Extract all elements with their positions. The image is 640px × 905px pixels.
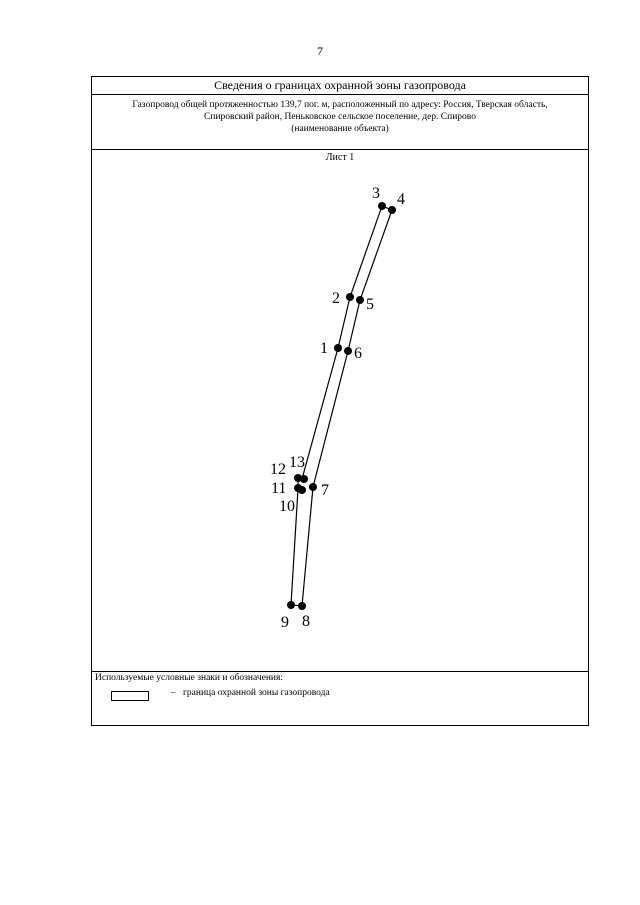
point-label-6: 6 — [354, 345, 362, 362]
boundary-point-3 — [378, 202, 386, 210]
boundary-point-5 — [356, 296, 364, 304]
boundary-points — [287, 202, 396, 610]
legend-dash: – — [171, 688, 176, 698]
boundary-point-4 — [388, 206, 396, 214]
object-caption: (наименование объекта) — [291, 124, 389, 134]
point-label-5: 5 — [366, 296, 374, 313]
point-label-13: 13 — [289, 454, 305, 471]
boundary-point-9 — [287, 601, 295, 609]
point-label-9: 9 — [281, 614, 289, 631]
point-label-10: 10 — [279, 498, 295, 515]
boundary-point-8 — [298, 602, 306, 610]
boundary-point-7 — [309, 483, 317, 491]
page-number: 7 — [317, 44, 323, 58]
object-description-line-2: Спировский район, Пеньковское сельское поселение, дер. Спирово — [204, 112, 476, 122]
legend-title: Используемые условные знаки и обозначения: — [95, 673, 284, 683]
point-label-1: 1 — [320, 340, 328, 357]
boundary-point-6 — [344, 347, 352, 355]
legend-item-text: граница охранной зоны газопровода — [183, 688, 330, 698]
point-label-7: 7 — [321, 482, 329, 499]
point-labels — [270, 185, 405, 631]
document-title: Сведения о границах охранной зоны газопровода — [92, 77, 588, 95]
point-label-2: 2 — [332, 290, 340, 307]
boundary-point-11 — [294, 484, 302, 492]
point-label-11: 11 — [271, 480, 287, 497]
point-label-12: 12 — [270, 461, 286, 478]
point-label-4: 4 — [397, 191, 405, 208]
boundary-point-1 — [334, 344, 342, 352]
point-label-8: 8 — [302, 613, 310, 630]
boundary-polygon — [291, 206, 392, 606]
boundary-point-13 — [300, 475, 308, 483]
object-description-line-1: Газопровод общей протяженностью 139,7 пог. м, расположенный по адресу: Россия, Тверская область, — [132, 100, 548, 110]
boundary-point-2 — [346, 293, 354, 301]
sheet-label: Лист 1 — [325, 152, 355, 163]
point-label-3: 3 — [372, 185, 380, 202]
